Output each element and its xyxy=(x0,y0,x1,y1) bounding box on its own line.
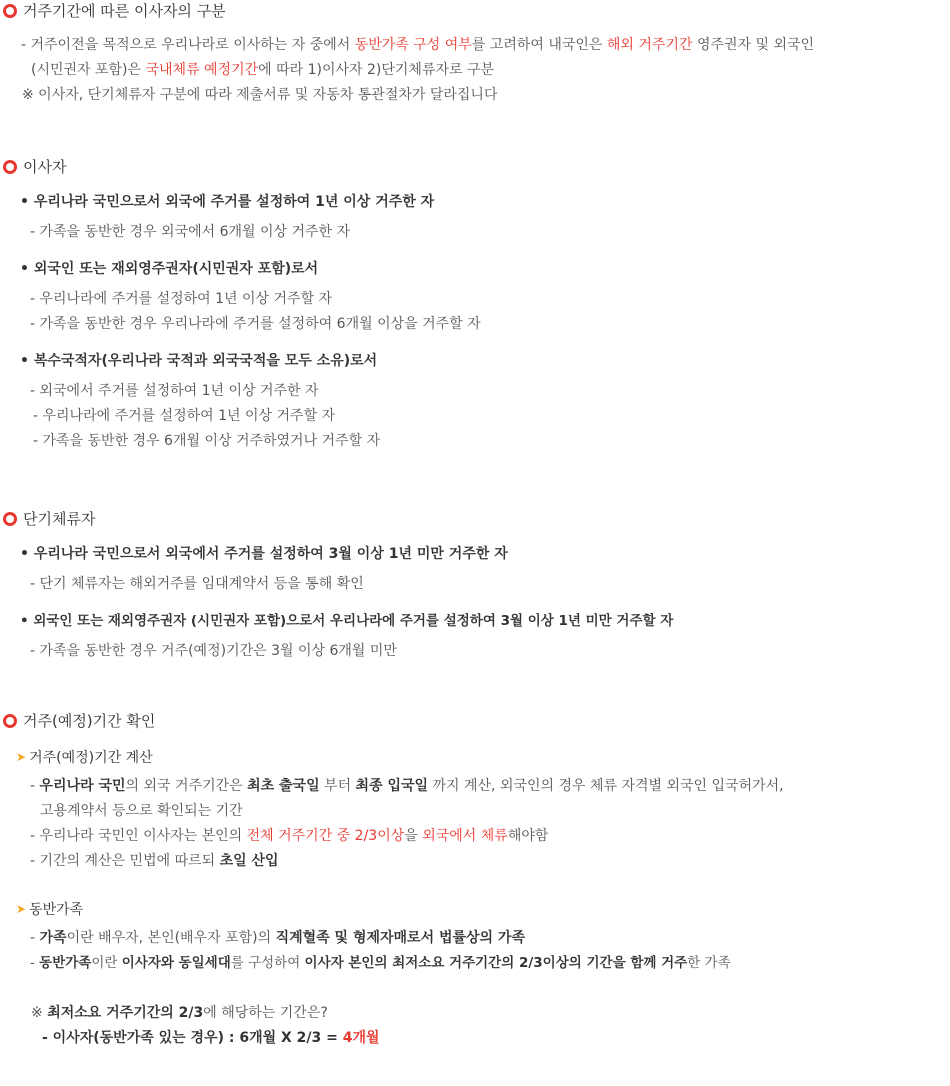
s2-bullet3: • 복수국적자(우리나라 국적과 외국국적을 모두 소유)로서 xyxy=(20,353,378,369)
highlight: 전체 거주기간 중 2/3이상 xyxy=(246,828,405,844)
s2-bullet1: • 우리나라 국민으로서 외국에 주거를 설정하여 1년 이상 거주한 자 xyxy=(20,194,435,210)
subtitle-text: 거주(예정)기간 계산 xyxy=(29,750,153,766)
section-title-text: 거주(예정)기간 확인 xyxy=(23,712,156,730)
calc-subtitle xyxy=(16,747,153,767)
highlight: 외국에서 체류 xyxy=(422,828,508,844)
text: 에 해당하는 기간은? xyxy=(203,1005,328,1021)
s1-line2 xyxy=(31,61,494,79)
arrow-bullet-icon: ➤ xyxy=(16,750,27,764)
circle-bullet-icon xyxy=(3,160,17,174)
circle-bullet-icon xyxy=(3,512,17,526)
text: - 우리나라 국민인 이사자는 본인의 xyxy=(30,828,247,844)
s2-bullet3-sub2: - 우리나라에 주거를 설정하여 1년 이상 거주할 자 xyxy=(33,408,336,424)
highlight: 4개월 xyxy=(342,1030,380,1046)
emphasis: 직계혈족 및 형제자매로서 법률상의 가족 xyxy=(275,930,525,946)
family-line2 xyxy=(30,954,731,972)
text: 이란 배우자, 본인(배우자 포함)의 xyxy=(66,930,276,946)
text: - xyxy=(30,778,40,794)
s2-bullet2-sub2: - 가족을 동반한 경우 우리나라에 주거를 설정하여 6개월 이상을 거주할 자 xyxy=(30,316,481,332)
text: 를 고려하여 내국인은 xyxy=(471,37,607,53)
calc-line1 xyxy=(30,777,784,795)
s2-bullet2: • 외국인 또는 재외영주권자(시민권자 포함)로서 xyxy=(20,261,319,277)
emphasis: 최종 입국일 xyxy=(355,778,429,794)
s2-bullet2-sub1: - 우리나라에 주거를 설정하여 1년 이상 거주할 자 xyxy=(30,291,333,307)
calc-line2: 고용계약서 등으로 확인되는 기간 xyxy=(40,803,243,819)
text: (시민권자 포함)은 xyxy=(31,62,146,78)
section-title-text: 거주기간에 따른 이사자의 구분 xyxy=(23,2,226,20)
text: - xyxy=(30,955,40,971)
highlight: 해외 거주기간 xyxy=(606,37,693,53)
section-residence-period-title xyxy=(3,0,226,21)
text: 까지 계산, 외국인의 경우 체류 자격별 외국인 입국허가서, xyxy=(428,778,784,794)
calc-line4 xyxy=(30,852,279,870)
s1-note: ※ 이사자, 단기체류자 구분에 따라 제출서류 및 자동차 통관절차가 달라집니다 xyxy=(22,87,498,103)
family-note2 xyxy=(42,1029,380,1047)
section-mover-title xyxy=(3,156,66,177)
text: ※ xyxy=(31,1005,48,1021)
text: 이란 xyxy=(91,955,122,971)
emphasis: 최저소요 거주기간의 2/3 xyxy=(47,1005,204,1021)
text: 에 따라 1)이사자 2)단기체류자로 구분 xyxy=(258,62,495,78)
s3-bullet2: • 외국인 또는 재외영주권자 (시민권자 포함)으로서 우리나라에 주거를 설정하여 3월 이상 1년 미만 거주할 자 xyxy=(20,613,674,629)
text: 의 외국 거주기간은 xyxy=(125,778,248,794)
arrow-bullet-icon: ➤ xyxy=(16,902,27,916)
section-title-text: 이사자 xyxy=(23,158,67,176)
section-short-stay-title xyxy=(3,508,95,529)
calc-line3 xyxy=(30,827,548,845)
s2-bullet3-sub1: - 외국에서 주거를 설정하여 1년 이상 거주한 자 xyxy=(30,383,319,399)
s3-bullet1-sub1: - 단기 체류자는 해외거주를 임대계약서 등을 통해 확인 xyxy=(30,576,364,592)
section-period-check-title xyxy=(3,710,155,731)
s2-bullet3-sub3: - 가족을 동반한 경우 6개월 이상 거주하였거나 거주할 자 xyxy=(33,433,381,449)
text: - 거주이전을 목적으로 우리나라로 이사하는 자 중에서 xyxy=(21,37,355,53)
subtitle-text: 동반가족 xyxy=(29,902,84,918)
circle-bullet-icon xyxy=(3,4,17,18)
emphasis: 초일 산입 xyxy=(219,853,279,869)
emphasis: 이사자 본인의 최저소요 거주기간의 2/3이상의 기간을 함께 거주 xyxy=(304,955,688,971)
emphasis: 최초 출국일 xyxy=(247,778,320,794)
highlight: 동반가족 구성 여부 xyxy=(354,37,472,53)
s3-bullet2-sub1: - 가족을 동반한 경우 거주(예정)기간은 3월 이상 6개월 미만 xyxy=(30,643,397,659)
text: 를 구성하여 xyxy=(230,955,305,971)
emphasis: 이사자와 동일세대 xyxy=(121,955,231,971)
text: 해야함 xyxy=(507,828,549,844)
circle-bullet-icon xyxy=(3,714,17,728)
emphasis: 동반가족 xyxy=(39,955,92,971)
family-subtitle xyxy=(16,899,83,919)
text: 영주권자 및 외국인 xyxy=(692,37,815,53)
s3-bullet1: • 우리나라 국민으로서 외국에서 주거를 설정하여 3월 이상 1년 미만 거주한 자 xyxy=(20,546,508,562)
emphasis: 우리나라 국민 xyxy=(39,778,126,794)
text: - 이사자(동반가족 있는 경우) : 6개월 X 2/3 = xyxy=(42,1030,343,1046)
text: 한 가족 xyxy=(687,955,731,971)
text: - 기간의 계산은 민법에 따르되 xyxy=(30,853,220,869)
highlight: 국내체류 예정기간 xyxy=(145,62,259,78)
emphasis: 가족 xyxy=(39,930,67,946)
s2-bullet1-sub1: - 가족을 동반한 경우 외국에서 6개월 이상 거주한 자 xyxy=(30,224,351,240)
s1-line1 xyxy=(21,36,814,54)
text: 을 xyxy=(404,828,423,844)
family-line1 xyxy=(30,929,525,947)
text: 부터 xyxy=(319,778,356,794)
family-note1 xyxy=(31,1004,328,1022)
section-title-text: 단기체류자 xyxy=(23,510,96,528)
text: - xyxy=(30,930,40,946)
